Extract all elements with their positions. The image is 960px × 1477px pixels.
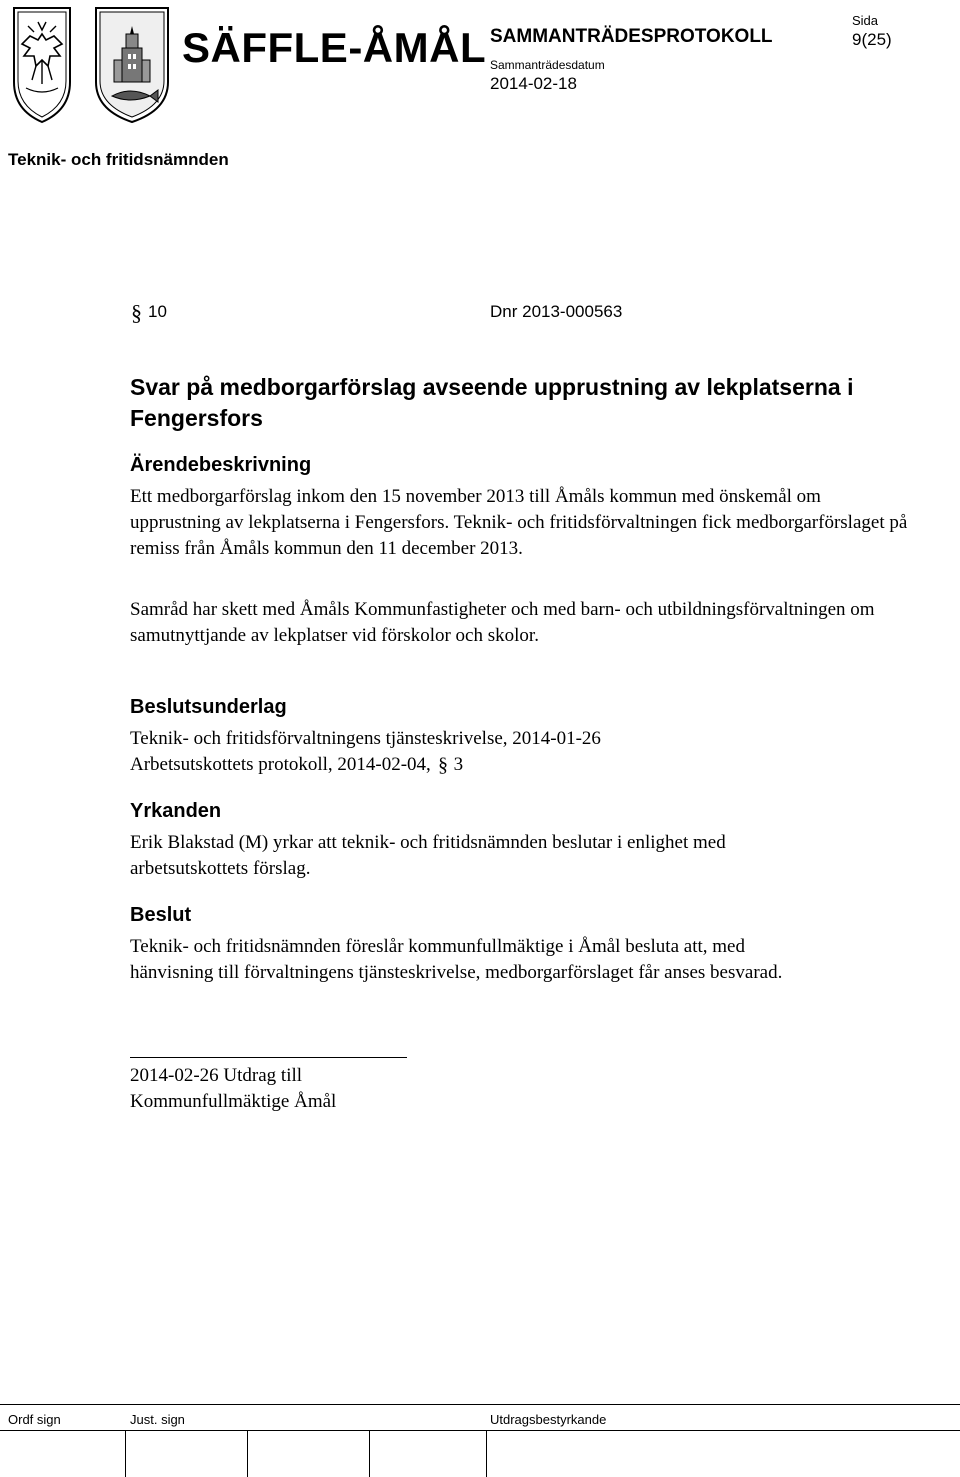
signature-box-divider [125, 1430, 126, 1477]
just-sign-label: Just. sign [130, 1412, 185, 1427]
section-sign-icon [131, 300, 143, 324]
footer-top-rule [0, 1404, 960, 1405]
extract-date-line: 2014-02-26 Utdrag till [130, 1065, 303, 1086]
page-label: Sida [852, 13, 879, 28]
extract-recipient-line: Kommunfullmäktige Åmål [130, 1091, 337, 1112]
signature-box-divider [369, 1430, 370, 1477]
amal-coat-of-arms-logo [90, 4, 174, 126]
page-number: 9(25) [852, 30, 892, 49]
heading-beslutsunderlag: Beslutsunderlag [130, 696, 287, 718]
svg-text:§: § [437, 754, 448, 775]
heading-beslut: Beslut [130, 904, 192, 926]
svg-text:§: § [131, 300, 142, 324]
footer-mid-rule [0, 1430, 960, 1431]
arendebeskrivning-paragraph-2: Samråd har skett med Åmåls Kommunfastigheter och med barn- och utbildningsförvaltningen om samutnyttjande av lekplatser vid förskolor och skolor. [130, 599, 875, 646]
signature-box-divider [486, 1430, 487, 1477]
document-type: SAMMANTRÄDESPROTOKOLL [490, 26, 773, 47]
municipality-brand-name: SÄFFLE-ÅMÅL [182, 24, 487, 71]
meeting-date: 2014-02-18 [490, 74, 577, 93]
beslutsunderlag-item-1: Teknik- och fritidsförvaltningens tjänsteskrivelse, 2014-01-26 [130, 728, 601, 749]
utdragsbestyrkande-label: Utdragsbestyrkande [490, 1412, 607, 1427]
arendebeskrivning-paragraph-1: Ett medborgarförslag inkom den 15 november 2013 till Åmåls kommun med önskemål om upprustning av lekplatserna i Fengersfors. Teknik- och fritidsförvaltningen fick medborgarförslaget på remiss från Åmåls kommun den 11 december 2013. [130, 486, 908, 559]
committee-name: Teknik- och fritidsnämnden [8, 150, 229, 169]
meeting-date-label: Sammanträdesdatum [490, 58, 605, 72]
case-number: Dnr 2013-000563 [490, 302, 623, 321]
beslutsunderlag-item-2-text: Arbetsutskottets protokoll, 2014-02-04, [130, 754, 431, 775]
beslutsunderlag-item-2 [130, 752, 463, 778]
section-sign-icon [438, 753, 450, 775]
beslutsunderlag-item-2-ref: 3 [453, 754, 464, 775]
heading-arendebeskrivning: Ärendebeskrivning [130, 454, 312, 476]
saffle-coat-of-arms-logo [8, 4, 76, 126]
signature-box-divider [247, 1430, 248, 1477]
heading-yrkanden: Yrkanden [130, 800, 222, 822]
ordf-sign-label: Ordf sign [8, 1412, 61, 1427]
yrkanden-text: Erik Blakstad (M) yrkar att teknik- och fritidsnämnden beslutar i enlighet med arbetsutskottets förslag. [130, 832, 726, 879]
paragraph-title: Svar på medborgarförslag avseende upprustning av lekplatserna i Fengersfors [130, 374, 854, 431]
beslut-text: Teknik- och fritidsnämnden föreslår kommunfullmäktige i Åmål besluta att, med hänvisning till förvaltningens tjänsteskrivelse, medborgarförslaget får anses besvarad. [130, 936, 783, 983]
paragraph-number: 10 [148, 302, 167, 321]
extract-divider [130, 1057, 407, 1058]
signature-footer [0, 1404, 960, 1477]
